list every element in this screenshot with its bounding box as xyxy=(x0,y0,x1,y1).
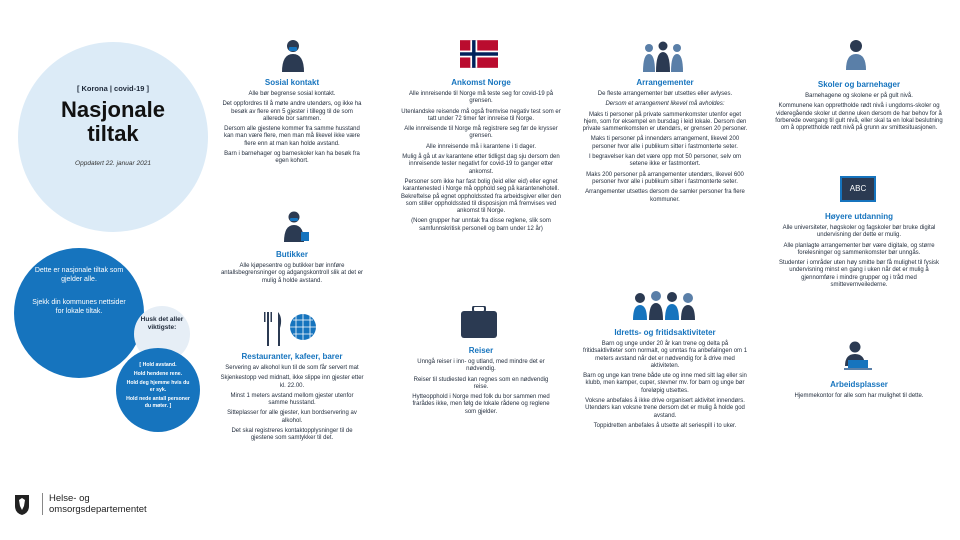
cutlery-icon xyxy=(264,312,284,346)
section-text: Mulig å gå ut av karantene etter tidligst dag sju dersom den innreisende tester negativt for covid-19 to ganger etter ankomst. xyxy=(402,154,560,175)
header-tag: [ Korona | covid-19 ] xyxy=(76,84,150,93)
section-title: Arbeidsplasser xyxy=(830,380,888,389)
info-text-national: Dette er nasjonale tiltak som gjelder alle. xyxy=(34,267,124,283)
section-hoyere-utdanning xyxy=(774,212,944,292)
section-text: Alle bør begrense sosial kontakt. xyxy=(248,91,336,97)
org-name: Helse- og omsorgsdepartementet xyxy=(42,493,147,515)
section-title: Arrangementer xyxy=(636,78,694,87)
info-text-local: Sjekk din kommunes nettsider for lokale tiltak. xyxy=(32,299,126,315)
reminder-item: Hold nede antall personer du møter. ] xyxy=(126,396,190,409)
reminder-list xyxy=(124,362,192,412)
laptop-worker-icon xyxy=(842,340,872,370)
section-text: Hytteopphold i Norge med folk du bor sammen med frarådes ikke, men følg de lokale rådene og reglene som gjelder. xyxy=(412,394,550,415)
section-arbeidsplasser xyxy=(774,380,944,403)
section-text: Unngå reiser i inn- og utland, med mindre det er nødvendig. xyxy=(417,359,545,373)
section-text: Reiser til studiested kan regnes som en nødvendig reise. xyxy=(413,376,549,390)
section-title: Butikker xyxy=(275,250,308,259)
section-text: Barnehagene og skolene er på gult nivå. xyxy=(805,93,913,99)
section-text: Det skal registreres kontaktopplysninger til de gjestene som samtykker til det. xyxy=(231,428,353,442)
title-circle xyxy=(18,42,208,232)
blackboard-text: ABC xyxy=(849,184,867,193)
section-title: Restauranter, kafeer, barer xyxy=(241,352,343,361)
section-title: Idretts- og fritidsaktiviteter xyxy=(614,328,716,337)
section-text: Alle planlagte arrangementer bør være digitale, og større forelesninger og sammenkomster bør unngås. xyxy=(783,242,935,256)
page-title: Nasjonale tiltak xyxy=(61,97,165,146)
reminder-bubble xyxy=(116,348,200,432)
section-text: Sitteplasser for alle gjester, kun bordservering av alkohol. xyxy=(227,410,357,424)
crowd-icon xyxy=(641,40,685,72)
section-text: Toppidretten anbefales å utsette alt seriespill i to uker. xyxy=(593,422,737,429)
section-text: Maks ti personer på innendørs arrangement, likevel 200 personer hvor alle i publikum sitter i fastmonterte seter. xyxy=(590,136,740,150)
updated-date: Oppdatert 22. januar 2021 xyxy=(75,160,151,167)
section-title: Reiser xyxy=(468,346,494,355)
reminder-item: Hold deg hjemme hvis du er syk. xyxy=(126,380,190,393)
disco-ball-icon xyxy=(288,312,318,342)
section-text: Minst 1 meters avstand mellom gjester utenfor samme husstand. xyxy=(230,392,354,407)
section-butikker xyxy=(220,250,364,288)
person-mask-icon xyxy=(280,38,306,72)
suitcase-icon xyxy=(461,306,497,338)
section-title: Høyere utdanning xyxy=(824,212,893,221)
section-text: Alle kjøpesentre og butikker bør innføre antallsbegrensninger og adgangskontroll slik at det er mulig å holde avstand. xyxy=(220,263,364,284)
section-text: Alle universiteter, høgskoler og fagskoler bør bruke digital undervisning der dette er mulig. xyxy=(782,225,936,239)
coat-of-arms-icon xyxy=(14,494,30,516)
section-text: Maks ti personer på private sammenkomster utenfor eget hjem, som for eksempel en bursdag i leid lokale. Dersom den private sammenkomsten er utendørs, er grensen 20 personer. xyxy=(582,111,748,133)
husk-title: Husk det aller viktigste: xyxy=(140,316,184,331)
shopper-icon xyxy=(282,210,310,242)
section-title: Sosial kontakt xyxy=(264,78,320,87)
section-text: Kommunene kan opprettholde rødt nivå i ungdoms-skoler og videregående skoler ut denne uken dersom de har behov for å forberede overgang til gult nivå, eller skal ta en lokal beslutning om å opprettholde rødt nivå på grunn av smittesituasjonen. xyxy=(775,103,943,132)
section-idrett xyxy=(582,328,748,433)
section-text: Alle innreisende til Norge må registrere seg før de krysser grensen. xyxy=(404,126,558,140)
section-text: Alle innreisende til Norge må teste seg for covid-19 på grensen. xyxy=(408,91,554,105)
section-text: De fleste arrangementer bør utsettes eller avlyses. xyxy=(597,91,733,97)
section-text: I begravelser kan det være opp mot 50 personer, selv om setene ikke er fastmontert. xyxy=(588,154,742,168)
section-text: Barn i barnehager og barneskoler kan ha besøk fra egen kohort. xyxy=(224,151,360,165)
section-title: Skoler og barnehager xyxy=(817,80,901,89)
section-sosial-kontakt xyxy=(220,78,364,169)
info-circle xyxy=(14,248,144,378)
section-restauranter xyxy=(220,352,364,446)
section-skoler xyxy=(774,80,944,135)
reminder-item: [ Hold avstand. xyxy=(139,362,177,368)
section-text: Dersom alle gjestene kommer fra samme husstand kan man være flere, men man må likevel ikke være flere enn at man kan holde avstand. xyxy=(223,126,361,147)
section-text: Studenter i områder uten høy smitte bør få mulighet til fysisk undervisning minst en gang i uken når det er mulig å gjennomføre i mindre grupper og i tråd med smittevernveilederne. xyxy=(778,260,940,289)
section-text: Skjenkestopp ved midnatt, ikke slippe inn gjester etter kl. 22.00. xyxy=(220,375,364,389)
section-text: Arrangementer utsettes dersom de samler personer fra flere kommuner. xyxy=(585,189,745,203)
blackboard-icon xyxy=(840,176,876,202)
section-text: (Noen grupper har unntak fra disse reglene, slik som samfunnskritisk personell og barn under 12 år) xyxy=(411,218,551,232)
section-ankomst-norge xyxy=(398,78,564,236)
flag-norway-icon xyxy=(460,40,498,68)
sports-team-icon xyxy=(632,290,696,320)
section-reiser xyxy=(406,346,556,419)
section-arrangementer xyxy=(582,78,748,207)
section-text: Barn og unge under 20 år kan trene og delta på fritidsaktiviteter som normalt, og unntas fra anbefalingen om 1 meters avstand når det er nødvendig for å drive med aktiviteten. xyxy=(582,341,748,369)
section-text: Barn og unge kan trene både ute og inne med sitt lag eller sin klubb, men kamper, cuper, stevner mv. for barn og unge bør foreløpig utsettes. xyxy=(583,373,747,394)
section-text: Voksne anbefales å ikke drive organisert aktivitet innendørs. Utendørs kan voksne trene dersom det er mulig å holde god avstand. xyxy=(585,398,745,419)
section-text: Hjemmekontor for alle som har mulighet til dette. xyxy=(794,393,924,399)
section-text-italic: Dersom et arrangement likevel må avholdes: xyxy=(605,101,725,108)
section-text: Maks 200 personer på arrangementer utendørs, likevel 600 personer hvor alle i publikum sitter i fastmonterte seter. xyxy=(586,171,744,185)
section-text: Det oppfordres til å møte andre utendørs, og ikke ha besøk av flere enn 5 gjester i tillegg til de som allerede bor sammen. xyxy=(222,101,362,122)
student-icon xyxy=(844,38,868,70)
section-text: Alle innreisende må i karantene i ti dager. xyxy=(425,143,537,150)
section-title: Ankomst Norge xyxy=(451,78,511,87)
section-text: Personer som ikke har fast bolig (leid eller eid) eller egnet karantenested i Norge må opphold seg på karantenehotell. Bekreftelse på egnet oppholdssted fra arbeidsgiver eller den som stiller oppholdssted til disposisjon må fremvises ved ankomst til Norge. xyxy=(400,178,562,215)
section-text: Utenlandske reisende må også fremvise negativ test som er tatt under 72 timer før innreise til Norge. xyxy=(401,108,561,122)
reminder-item: Hold hendene rene. xyxy=(133,371,183,377)
section-text: Servering av alkohol kun til de som får servert mat xyxy=(225,365,359,371)
